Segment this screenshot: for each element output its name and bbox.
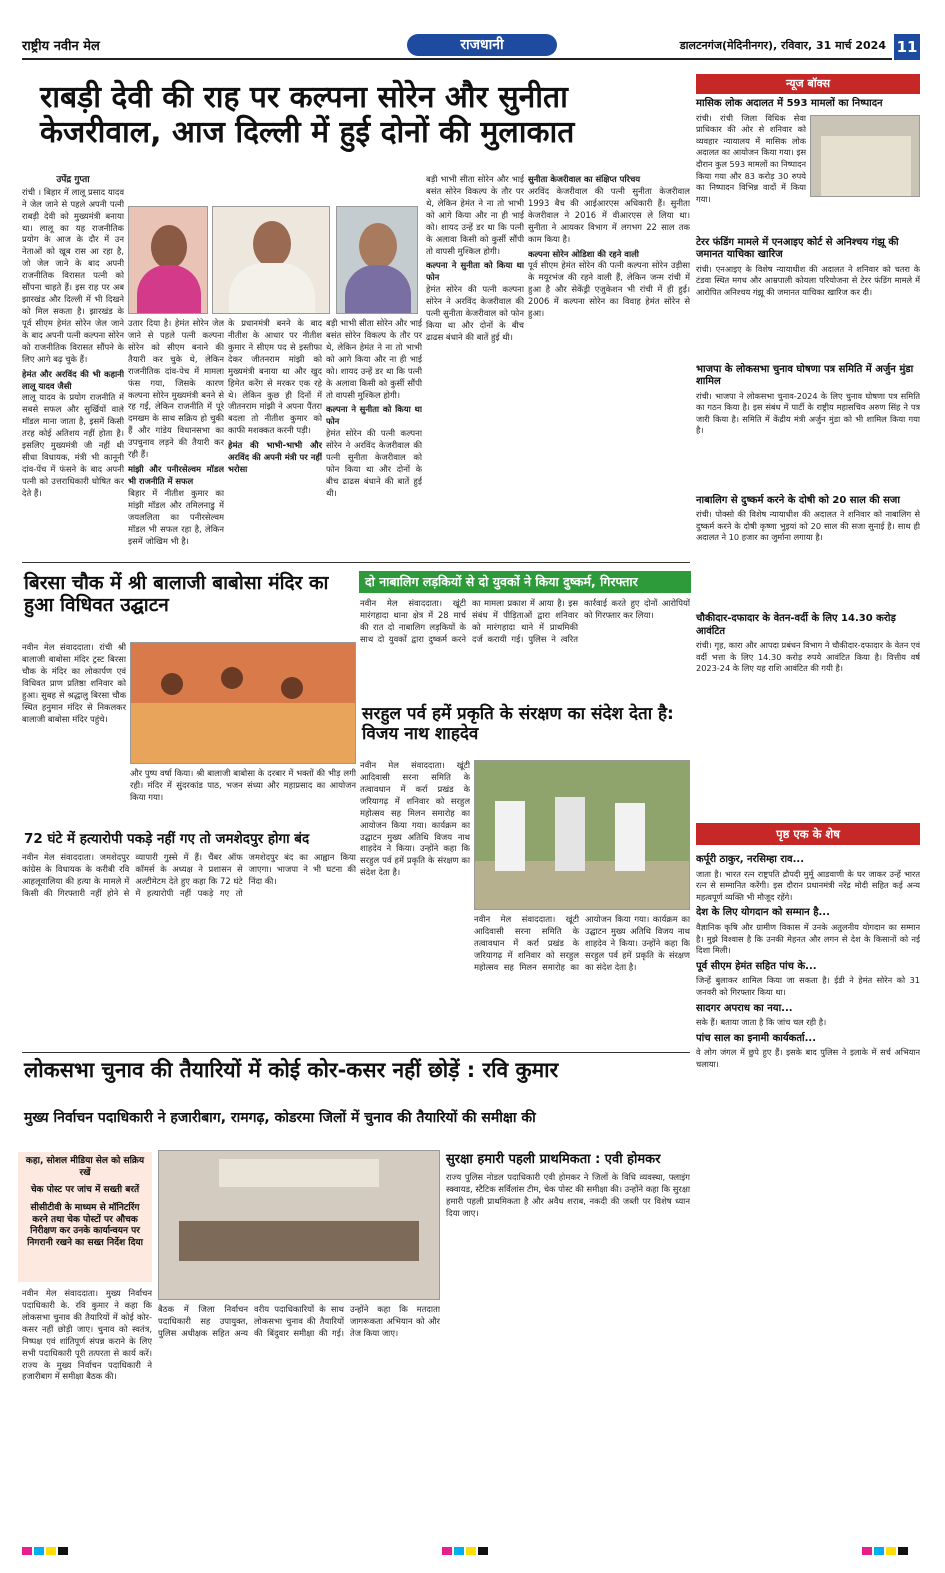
- lead-sub-4b: कल्पना ने सुनीता को किया था फोन: [426, 260, 524, 283]
- news-box-item-title: भाजपा के लोकसभा चुनाव घोषणा पत्र समिति में अर्जुन मुंडा शामिल: [696, 363, 914, 387]
- lead-headline: [40, 80, 688, 151]
- lead-sub-3: हेमंत की भाभी-भाभी और अरविंद की अपनी मंत्री पर नहीं भरोसा: [228, 440, 322, 475]
- election-security-sub: सुरक्षा हमारी पहली प्राथमिकता : एवी होमकर: [446, 1152, 661, 1167]
- lead-body-7: हेमंत सोरेन की पत्नी कल्पना सोरेन ने अरविंद केजरीवाल की पत्नी सुनीता केजरीवाल को फोन किया था और दोनों के बीच ढाढस बंधाने की बातें हुई थी।: [326, 428, 422, 498]
- lead-column-2: [128, 318, 224, 556]
- continuation-title: कर्पूरी ठाकुर, नरसिम्हा राव...: [696, 854, 804, 865]
- lead-body-3: उतार दिया है। हेमंत सोरेन जेल जाने से पहले पत्नी कल्पना सोरेन को सीएम बनाने की तैयारी कर चुके थे, लेकिन राजनीतिक दांव-पेच में मामला फंस गया, जिसके कारण कल्पना सोरेन मुख्यमंत्री बनने से रह गईं, लेकिन राजनीति में पूरे दमखम के साथ सक्रिय हो चुकी हैं और गांडेय विधानसभा का उपचुनाव लड़ने की तैयारी कर रही हैं।: [128, 318, 224, 460]
- continuation-title: देश के लिए योगदान को सम्मान है...: [696, 907, 830, 919]
- lead-sub-2: मांझी और पनीरसेल्वम मॉडल भी राजनीति में सफल: [128, 464, 224, 486]
- brand-name: राष्ट्रीय नवीन मेल: [22, 39, 100, 54]
- continuation-header: पृष्ठ एक के शेष: [696, 823, 920, 845]
- jamshedpur-headline: 72 घंटे में हत्यारोपी पकड़े नहीं गए तो जमशेदपुर होगा बंद: [24, 831, 310, 847]
- rape-case-headline: दो नाबालिग लड़कियों से दो युवकों ने किया दुष्कर्म, गिरफ्तार: [359, 571, 691, 593]
- photo-sarhul-festival: [474, 760, 690, 910]
- news-box-item-title: नाबालिग से दुष्कर्म करने के दोषी को 20 साल की सजा: [696, 494, 900, 506]
- issue-date: डालटनगंज(मेदिनीनगर), रविवार, 31 मार्च 2024: [679, 39, 886, 52]
- photo-review-meeting: [158, 1150, 440, 1300]
- lead-body-7b: हेमंत सोरेन की पत्नी कल्पना सोरेन ने अरविंद केजरीवाल की पत्नी सुनीता केजरीवाल को फोन किया था और दोनों के बीच ढाढस बंधाने की बातें हुई थी।: [426, 284, 524, 342]
- continuation-body: वैज्ञानिक कृषि और ग्रामीण विकास में उनके अतुलनीय योगदान का सम्मान है। मुझे विश्वास है कि उनकी मेहनत और लगन से देश के किसानों को नई दिशा मिली।: [696, 921, 920, 956]
- continuation-body: जिन्हें बुलाकर शामिल किया जा सकता है। ईडी ने हेमंत सोरेन को 31 जनवरी को गिरफ्तार किया था।: [696, 975, 920, 997]
- news-box-item-body: रांची। पोक्सो की विशेष न्यायाधीश की अदालत ने शनिवार को नाबालिग से दुष्कर्म करने के दोषी कृष्णा भुइयां को 20 साल की सजा सुनाई है। साथ ही अदालत ने 10 हजार का जुर्माना लगाया है।: [696, 509, 920, 543]
- news-box-item-title: चौकीदार-दफादार के वेतन-वर्दी के लिए 14.30 करोड़ आवंटित: [696, 613, 896, 637]
- news-box-item-body: रांची। एनआइए के विशेष न्यायाधीश की अदालत ने शनिवार को चतरा के टंडवा स्थित मगध और आम्रपाली कोयला परियोजना से टेरर फंडिंग मामले में आरोपित अनिश्चय गंझू की जमानत याचिका खारिज कर दी।: [696, 263, 920, 297]
- continuation-body: जाता है। भारत रत्न राष्ट्रपति द्रौपदी मुर्मू आडवाणी के घर जाकर उन्हें भारत रत्न से सम्मानित करेंगी। इस दौरान प्रधानमंत्री नरेंद्र मोदी सहित कई अन्य महत्वपूर्ण व्यक्ति भी मौजूद रहेंगे।: [696, 868, 920, 902]
- lead-body-8: अरविंद केजरीवाल की पत्नी सुनीता केजरीवाल 1993 बैच की आईआरएस अधिकारी हैं। सुनीता केजरीवाल ने 2016 में वीआरएस ले लिया था। सुनीता ने आयकर विभाग में लगभग 22 साल तक काम किया है।: [528, 185, 690, 244]
- lead-headline-line1: राबड़ी देवी की राह पर कल्पना सोरेन और सुनीता: [40, 80, 568, 115]
- callout-1: कहा, सोशल मीडिया सेल को सक्रिय रखें: [25, 1156, 145, 1178]
- birsa-caption: और पुष्प वर्षा किया। श्री बालाजी बाबोसा के दरबार में भक्तों की भीड़ लगी रही। मंदिर में सुंदरकांड पाठ, भजन संध्या और महाप्रसाद का आयोजन किया गया।: [130, 768, 356, 802]
- lead-body-1: रांची । बिहार में लालू प्रसाद यादव ने जेल जाने से पहले अपनी पत्नी राबड़ी देवी को मुख्यमंत्री बनाया था। लालू का यह राजनीतिक प्रयोग के आज के दौर में उन नेताओं को खूब रास आ रहा है, जो जेल जाने के बाद अपनी राजनीतिक विरासत पत्नी को सौंपना चाहते हैं। इस राह पर अब झारखंड और दिल्ली में भी दिखने को मिल सकता है। झारखंड के पूर्व सीएम हेमंत सोरेन जेल जाने के बाद अपनी पत्नी कल्पना सोरेन को राजनीतिक विरासत सौंपने के लिए आगे बढ़ चुके हैं।: [22, 186, 124, 364]
- continuation-title: पूर्व सीएम हेमंत सहित पांच के...: [696, 960, 817, 972]
- continuation-title: सादगर अपराध का नया...: [696, 1002, 793, 1014]
- lead-headline-line2: केजरीवाल, आज दिल्ली में हुई दोनों की मुलाकात: [40, 115, 575, 151]
- sarhul-body-2: नवीन मेल संवाददाता। खूंटी आदिवासी सरना समिति के तत्वावधान में कर्रा प्रखंड के जरियागढ़ में शनिवार को सरहुल महोत्सव सह मिलन समारोह का आयोजन किया गया। कार्यक्रम का उद्घाटन मुख्य अतिथि विजय नाथ शाहदेव ने किया। उन्होंने कहा कि सरहुल पर्व हमें प्रकृति के संरक्षण का संदेश देता है।: [474, 914, 690, 972]
- lead-sub-6: कल्पना सोरेन ओडिशा की रहने वाली: [528, 248, 639, 259]
- news-box-item-title: मासिक लोक अदालत में 593 मामलों का निष्पादन: [696, 98, 883, 109]
- photo-rabri-devi: [212, 206, 330, 314]
- lead-column-5: [426, 174, 524, 556]
- news-box-item-body: रांची। रांची जिला विधिक सेवा प्राधिकार की ओर से शनिवार को व्यवहार न्यायालय में मासिक लोक अदालत का आयोजन किया गया। इस दौरान कुल 593 मामलों का निष्पादन किया गया और 83 करोड़ 30 रुपये का निष्पादन विभिन्न वादों में किया गया।: [696, 112, 806, 204]
- lead-body-6: बड़ी भाभी सीता सोरेन और भाई बसंत सोरेन विकल्प के तौर पर थे, लेकिन हेमंत ने ना तो भाभी को आगे किया और ना ही भाई को। शायद उन्हें डर था कि पत्नी के अलावा किसी को कुर्सी सौंपी तो वापसी मुश्किल होगी।: [326, 318, 422, 400]
- page-number: 11: [894, 34, 920, 60]
- callout-3: सीसीटीवी के माध्यम से मॉनिटरिंग करने तथा चेक पोस्टों पर औचक निरीक्षण कर उनके कार्यान्वयन पर निगरानी रखने का सख्त निर्देश दिया: [27, 1203, 143, 1249]
- lead-column-4: [326, 318, 422, 556]
- divider: [22, 1052, 690, 1053]
- continuation-title: पांच साल का इनामी कार्यकर्ता...: [696, 1032, 817, 1044]
- lead-body-9: पूर्व सीएम हेमंत सोरेन की पत्नी कल्पना सोरेन उड़ीसा के मयूरभंज की रहने वाली हैं, लेकिन जन्म रांची में हुआ है और सेकेंड्री एजुकेशन भी रांची में ही हुई। 2006 में कल्पना सोरेन का विवाह हेमंत सोरेन से हुआ।: [528, 260, 690, 319]
- lead-column-1: [22, 174, 124, 556]
- news-box-item-body: रांची। भाजपा ने लोकसभा चुनाव-2024 के लिए चुनाव घोषणा पत्र समिति का गठन किया है। इस संबंध में पार्टी के राष्ट्रीय महासचिव अरुण सिंह ने पत्र जारी किया है। समिति में केंद्रीय मंत्री अर्जुन मुंडा को भी शामिल किया गया है।: [696, 390, 920, 436]
- election-body-2: बैठक में जिला निर्वाचन पदाधिकारी सह उपायुक्त, पुलिस अधीक्षक सहित अन्य वरीय पदाधिकारियों के साथ लोकसभा चुनाव की तैयारियों की बिंदुवार समीक्षा की गई। उन्होंने कहा कि मतदाता जागरूकता अभियान को और तेज किया जाए।: [158, 1304, 440, 1338]
- birsa-headline: बिरसा चौक में श्री बालाजी बाबोसा मंदिर का हुआ विधिवत उद्घाटन: [24, 572, 329, 617]
- sarhul-body: नवीन मेल संवाददाता। खूंटी आदिवासी सरना समिति के तत्वावधान में कर्रा प्रखंड के जरियागढ़ में शनिवार को सरहुल महोत्सव सह मिलन समारोह का आयोजन किया गया। कार्यक्रम का उद्घाटन मुख्य अतिथि विजय नाथ शाहदेव ने किया। उन्होंने कहा कि सरहुल पर्व हमें प्रकृति के संरक्षण का संदेश देता है।: [360, 760, 470, 878]
- photo-court-building: [810, 115, 920, 197]
- divider: [22, 562, 690, 563]
- lead-body-2: लालू यादव के प्रयोग राजनीति में सबसे सफल और सुर्खियों वाले मॉडल माना जाता है, इसमें किसी तरह कोई अतिशय नहीं होता है। इसलिए मुख्यमंत्री जी नहीं थी सीधा विधायक, मंत्री भी कानूनी दांव-पेंच में फंसने के बाद अपनी पत्नी को उत्तराधिकारी घोषित कर देते हैं।: [22, 392, 124, 498]
- lead-byline: उपेंद्र गुप्ता: [56, 175, 90, 185]
- lead-sub-5: सुनीता केजरीवाल का संक्षिप्त परिचय: [528, 174, 641, 184]
- lead-body-6b: बड़ी भाभी सीता सोरेन और भाई बसंत सोरेन विकल्प के तौर पर थे, लेकिन हेमंत ने ना तो भाभी को आगे किया और ना ही भाई को। शायद उन्हें डर था कि पत्नी के अलावा किसी को कुर्सी सौंपी तो वापसी मुश्किल होगी।: [426, 174, 524, 256]
- sarhul-headline: सरहुल पर्व हमें प्रकृति के संरक्षण का संदेश देता है: विजय नाथ शाहदेव: [362, 704, 674, 745]
- section-title: राजधानी: [407, 34, 557, 56]
- lead-body-5: के प्रधानमंत्री बनने के बाद नीतीश के आधार पर नीतीश कुमार ने सीएम पद से इस्तीफा देकर जीतनराम मांझी को मुख्यमंत्री बनाया था और खुद हिमेत करेंग से मरकर एक रहे थे। लेकिन कुछ ही दिनों में जीतनराम मांझी ने अपना पैंतरा बदला तो नीतीश कुमार को काफी मशक्कत करनी पड़ी।: [228, 318, 322, 436]
- photo-kalpana-soren: [128, 206, 208, 314]
- news-box-item-title: टेरर फंडिंग मामले में एनआइए कोर्ट से अनिश्चय गंझू की जमानत याचिका खारिज: [696, 236, 899, 260]
- election-headline: लोकसभा चुनाव की तैयारियों में कोई कोर-कसर नहीं छोड़ें : रवि कुमार: [24, 1058, 559, 1082]
- lead-sub-4: कल्पना ने सुनीता को किया था फोन: [326, 404, 422, 427]
- continuation-body: वे लोग जंगल में छुपे हुए हैं। इसके बाद पुलिस ने इलाके में सर्च अभियान चलाया।: [696, 1047, 920, 1069]
- election-body-3: राज्य पुलिस नोडल पदाधिकारी एवी होमकर ने जिलों के विधि व्यवस्था, फ्लाइंग स्क्वायड, स्टैटिक सर्विलांस टीम, चेक पोस्ट की समीक्षा की। उन्होंने कहा कि सुरक्षा हमारी पहली प्राथमिकता है और अवैध शराब, नकदी की जब्ती पर विशेष ध्यान दिया जाए।: [446, 1172, 690, 1218]
- photo-temple-inauguration: [130, 642, 356, 764]
- election-callout-box: [18, 1152, 152, 1282]
- lead-sub-1: हेमंत और अरविंद की भी कहानी लालू यादव जैसी: [22, 368, 124, 391]
- callout-2: चेक पोस्ट पर जांच में सख्ती बरतें: [30, 1185, 140, 1196]
- lead-body-4: बिहार में नीतीश कुमार का मांझी मॉडल और तमिलनाडु में जयललिता का पनीरसेल्वम मॉडल भी सफल रहा है, लेकिन इसमें जोखिम भी है।: [128, 487, 224, 546]
- election-subhead: मुख्य निर्वाचन पदाधिकारी ने हजारीबाग, रामगढ़, कोडरमा जिलों में चुनाव की तैयारियों की समीक्षा की: [24, 1110, 536, 1126]
- print-registration-marks: [22, 1547, 920, 1555]
- photo-sunita-kejriwal: [336, 206, 418, 314]
- continuation-column: [696, 850, 920, 1540]
- masthead: [22, 34, 892, 60]
- lead-column-6: [528, 174, 690, 556]
- jamshedpur-body: नवीन मेल संवाददाता। जमशेदपुर कांग्रेस के विधायक के करीबी रवि आहलूवालिया की हत्या के मामले में किसी की गिरफ्तारी नहीं होने से व्यापारी गुस्से में हैं। चैंबर ऑफ कॉमर्स के अध्यक्ष ने प्रशासन से अल्टीमेटम देते हुए कहा कि 72 घंटे में हत्यारोपी नहीं पकड़े गए तो जमशेदपुर बंद का आह्वान किया जाएगा। भाजपा ने भी घटना की निंदा की।: [22, 852, 356, 898]
- lead-column-3: [228, 318, 322, 556]
- birsa-body: नवीन मेल संवाददाता। रांची श्री बालाजी बाबोसा मंदिर ट्रस्ट बिरसा चौक के मंदिर का लोकार्पण एवं विधिवत प्राण प्रतिष्ठा शनिवार को हुआ। सुबह से श्रद्धालु बिरसा चौक स्थित हनुमान मंदिर से निकलकर बालाजी बाबोसा मंदिर पहुंचे।: [22, 642, 126, 724]
- news-box-item-body: रांची। गृह, कारा और आपदा प्रबंधन विभाग ने चौकीदार-दफादार के वेतन एवं वर्दी भत्ता के लिए 14.30 करोड़ रुपये आवंटित किया है। वित्तीय वर्ष 2023-24 के लिए यह राशि आवंटित की गयी है।: [696, 640, 920, 674]
- continuation-body: सके हैं। बताया जाता है कि जांच चल रही है।: [696, 1017, 827, 1028]
- rape-case-body: नवीन मेल संवाददाता। खूंटी मारंगहादा थाना क्षेत्र में 28 मार्च की रात दो नाबालिग लड़कियों के साथ दो युवकों द्वारा दुष्कर्म करने का मामला प्रकाश में आया है। इस संबंध में पीड़िताओं द्वारा शनिवार को मारंगहादा थाने में प्राथमिकी दर्ज करायी गई। पुलिस ने त्वरित कार्रवाई करते हुए दोनों आरोपियों को गिरफ्तार कर लिया।: [360, 598, 690, 644]
- news-box-sidebar: [696, 74, 920, 702]
- news-box-header: न्यूज बॉक्स: [696, 74, 920, 94]
- election-body: नवीन मेल संवाददाता। मुख्य निर्वाचन पदाधिकारी के. रवि कुमार ने कहा कि लोकसभा चुनाव की तैयारियों में कोई कोर-कसर नहीं छोड़ी जाए। चुनाव को स्वतंत्र, निष्पक्ष एवं शांतिपूर्ण संपन्न कराने के लिए सभी पदाधिकारी पूरी तत्परता से कार्य करें। राज्य के मुख्य निर्वाचन पदाधिकारी ने हजारीबाग में समीक्षा बैठक की।: [22, 1288, 152, 1382]
